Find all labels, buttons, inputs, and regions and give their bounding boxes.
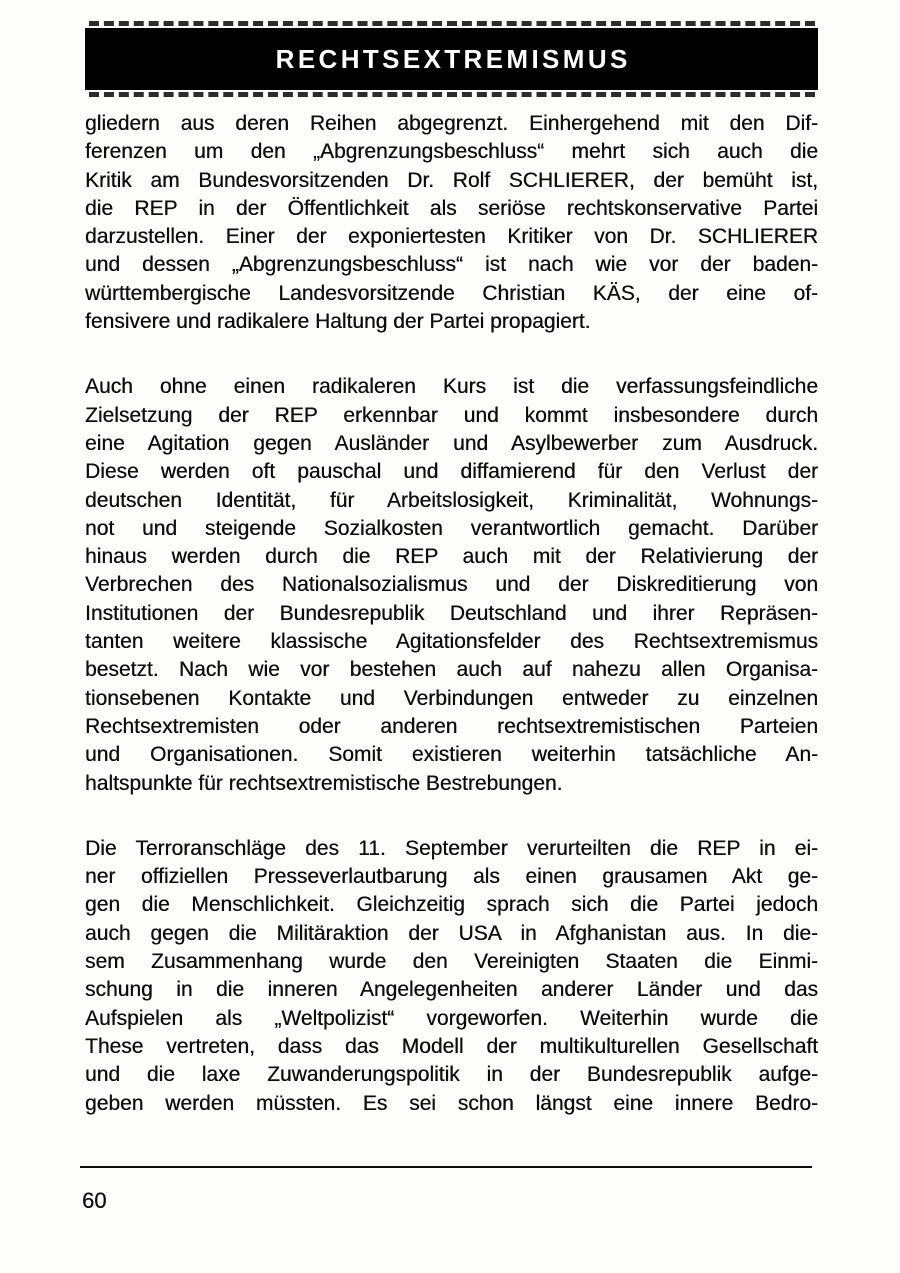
text-line: gliedern aus deren Reihen abgegrenzt. Einhergehend mit den Dif-: [85, 112, 818, 135]
page-body: [85, 110, 818, 1155]
text-line: darzustellen. Einer der exponiertesten Kritiker von Dr. SCHLIERER: [85, 225, 818, 249]
footer-divider: [80, 1166, 812, 1168]
scan-artifact-dashes-top: [89, 21, 815, 26]
text-line: deutschen Identität, für Arbeitslosigkeit, Kriminalität, Wohnungs-: [85, 488, 818, 512]
text-line: haltspunkte für rechtsextremistische Bestrebungen.: [85, 771, 563, 795]
text-line: Rechtsextremisten oder anderen rechtsextremistischen Parteien: [85, 714, 818, 738]
text-line: und dessen „Abgrenzungsbeschluss“ ist nach wie vor der baden-: [85, 253, 818, 277]
text-line: tanten weitere klassische Agitationsfelder des Rechtsextremismus: [85, 630, 818, 654]
text-line: fensivere und radikalere Haltung der Partei propagiert.: [85, 310, 591, 334]
text-line: württembergische Landesvorsitzende Christian KÄS, der eine of-: [85, 281, 818, 305]
section-title: RECHTSEXTREMISMUS: [275, 43, 631, 74]
text-line: eine Agitation gegen Ausländer und Asylbewerber zum Ausdruck.: [85, 431, 818, 455]
text-line: not und steigende Sozialkosten verantwortlich gemacht. Darüber: [85, 516, 818, 540]
text-line: ferenzen um den „Abgrenzungsbeschluss“ mehrt sich auch die: [85, 140, 818, 164]
text-line: Auch ohne einen radikaleren Kurs ist die verfassungsfeindliche: [85, 375, 818, 399]
text-line: Institutionen der Bundesrepublik Deutschland und ihrer Repräsen-: [85, 601, 818, 625]
text-line: die REP in der Öffentlichkeit als seriöse rechtskonservative Partei: [85, 196, 818, 220]
text-line: schung in die inneren Angelegenheiten anderer Länder und das: [85, 978, 818, 1002]
text-line: und Organisationen. Somit existieren weiterhin tatsächliche An-: [85, 743, 818, 767]
text-line: hinaus werden durch die REP auch mit der Relativierung der: [85, 545, 818, 569]
text-line: auch gegen die Militäraktion der USA in Afghanistan aus. In die-: [85, 921, 818, 945]
text-line: Aufspielen als „Weltpolizist“ vorgeworfen. Weiterhin wurde die: [85, 1006, 818, 1030]
paragraph: [85, 110, 818, 336]
paragraph: [85, 373, 818, 797]
text-line: tionsebenen Kontakte und Verbindungen entweder zu einzelnen: [85, 686, 818, 710]
text-line: und die laxe Zuwanderungspolitik in der Bundesrepublik aufge-: [85, 1063, 818, 1087]
text-line: Zielsetzung der REP erkennbar und kommt insbesondere durch: [85, 403, 818, 427]
section-header-bar: [85, 28, 818, 90]
paragraph: [85, 835, 818, 1118]
text-line: gen die Menschlichkeit. Gleichzeitig sprach sich die Partei jedoch: [85, 893, 818, 917]
text-line: geben werden müssten. Es sei schon längst eine innere Bedro-: [85, 1091, 818, 1115]
scan-artifact-dashes-bottom: [89, 92, 815, 97]
text-line: sem Zusammenhang wurde den Vereinigten Staaten die Einmi-: [85, 950, 818, 974]
text-line: ner offiziellen Presseverlautbarung als einen grausamen Akt ge-: [85, 865, 818, 889]
text-line: Diese werden oft pauschal und diffamierend für den Verlust der: [85, 460, 818, 484]
text-line: besetzt. Nach wie vor bestehen auch auf nahezu allen Organisa-: [85, 658, 818, 682]
text-line: Kritik am Bundesvorsitzenden Dr. Rolf SCHLIERER, der bemüht ist,: [85, 168, 818, 192]
text-line: Die Terroranschläge des 11. September verurteilten die REP in ei-: [85, 836, 818, 860]
page-number: 60: [82, 1188, 107, 1213]
text-line: Verbrechen des Nationalsozialismus und der Diskreditierung von: [85, 573, 818, 597]
text-line: These vertreten, dass das Modell der multikulturellen Gesellschaft: [85, 1034, 818, 1058]
